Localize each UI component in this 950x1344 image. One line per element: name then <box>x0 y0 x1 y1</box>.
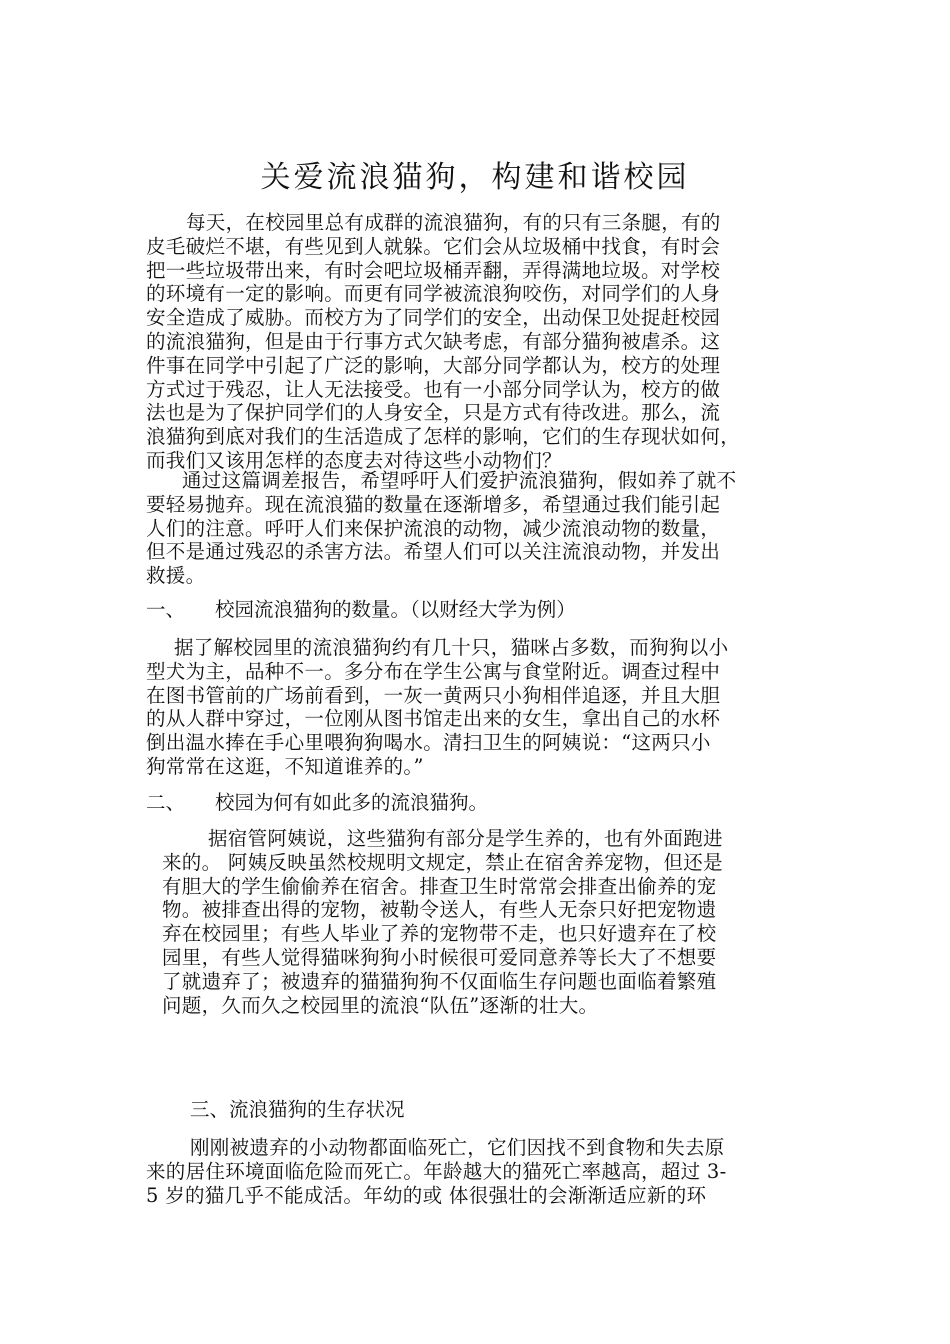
paragraph-line: 但不是通过残忍的杀害方法。希望人们可以关注流浪动物，并发出 <box>146 540 721 564</box>
paragraph-line: 的从人群中穿过，一位刚从图书馆走出来的女生，拿出自己的水杯 <box>146 707 721 731</box>
paragraph-line: 法也是为了保护同学们的人身安全，只是方式有待改进。那么，流 <box>146 401 721 425</box>
paragraph-line: 来的。 阿姨反映虽然校规明文规定，禁止在宿舍养宠物，但还是 <box>162 850 723 874</box>
paragraph-line: 每天，在校园里总有成群的流浪猫狗，有的只有三条腿，有的 <box>186 211 721 234</box>
section-3-heading: 三、流浪猫狗的生存状况 <box>190 1098 405 1121</box>
paragraph-line: 了就遗弃了；被遗弃的猫猫狗狗不仅面临生存问题也面临着繁殖 <box>162 969 717 993</box>
paragraph-line: 有胆大的学生偷偷养在宿舍。排查卫生时常常会排查出偷养的宠 <box>162 874 717 898</box>
paragraph-line: 在图书管前的广场前看到，一灰一黄两只小狗相伴追逐，并且大胆 <box>146 683 721 707</box>
section-2-body <box>162 827 723 1017</box>
paragraph-line: 而我们又该用怎样的态度去对待这些小动物们？ <box>146 448 562 472</box>
paragraph-line: 5 岁的猫几乎不能成活。年幼的或 体很强壮的会渐渐适应新的环 <box>146 1183 707 1207</box>
purpose-paragraph <box>146 469 736 588</box>
paragraph-line: 据了解校园里的流浪猫狗约有几十只，猫咪占多数，而狗狗以小 <box>174 636 729 659</box>
paragraph-line: 方式过于残忍，让人无法接受。也有一小部分同学认为，校方的做 <box>146 377 721 401</box>
paragraph-line: 件事在同学中引起了广泛的影响，大部分同学都认为，校方的处理 <box>146 353 721 377</box>
paragraph-line: 要轻易抛弃。现在流浪猫的数量在逐渐增多，希望通过我们能引起 <box>146 492 721 516</box>
paragraph-line: 来的居住环境面临危险而死亡。年龄越大的猫死亡率越高，超过 3- <box>146 1159 727 1183</box>
paragraph-line: 园里，有些人觉得猫咪狗狗小时候很可爱同意养等长大了不想要 <box>162 945 717 969</box>
page-title: 关爱流浪猫狗，构建和谐校园 <box>260 160 690 195</box>
paragraph-line: 的环境有一定的影响。而更有同学被流浪狗咬伤，对同学们的人身 <box>146 282 721 306</box>
paragraph-line: 弃在校园里；有些人毕业了养的宠物带不走，也只好遗弃在了校 <box>162 922 717 946</box>
paragraph-line: 问题，久而久之校园里的流浪“队伍”逐渐的壮大。 <box>162 993 599 1017</box>
section-3-body <box>146 1136 727 1207</box>
paragraph-line: 型犬为主，品种不一。多分布在学生公寓与食堂附近。调查过程中 <box>146 659 721 683</box>
section-number: 一、 <box>146 598 186 621</box>
paragraph-line: 把一些垃圾带出来，有时会吧垃圾桶弄翻，弄得满地垃圾。对学校 <box>146 258 721 282</box>
section-2-heading <box>146 791 488 815</box>
paragraph-line: 刚刚被遗弃的小动物都面临死亡，它们因找不到食物和失去原 <box>190 1136 725 1159</box>
paragraph-line: 救援。 <box>146 564 206 588</box>
section-1-body <box>146 636 728 779</box>
paragraph-line: 倒出温水捧在手心里喂狗狗喝水。清扫卫生的阿姨说：“这两只小 <box>146 731 711 755</box>
paragraph-line: 皮毛破烂不堪，有些见到人就躲。它们会从垃圾桶中找食，有时会 <box>146 234 721 258</box>
paragraph-line: 的流浪猫狗，但是由于行事方式欠缺考虑，有部分猫狗被虐杀。这 <box>146 329 721 353</box>
intro-paragraph <box>146 211 740 473</box>
section-title: 校园流浪猫狗的数量。（以财经大学为例） <box>215 598 576 621</box>
paragraph-line: 人们的注意。呼吁人们来保护流浪的动物，减少流浪动物的数量， <box>146 516 721 540</box>
section-1-heading <box>146 598 576 622</box>
section-number: 二、 <box>146 791 186 814</box>
paragraph-line: 据宿管阿姨说，这些猫狗有部分是学生养的，也有外面跑进 <box>208 827 723 850</box>
section-title: 校园为何有如此多的流浪猫狗。 <box>215 791 489 814</box>
paragraph-line: 狗常常在这逛，不知道谁养的。” <box>146 754 424 778</box>
paragraph-line: 通过这篇调差报告，希望呼吁人们爱护流浪猫狗，假如养了就不 <box>182 469 737 492</box>
paragraph-line: 物。被排查出得的宠物，被勒令送人，有些人无奈只好把宠物遗 <box>162 898 717 922</box>
paragraph-line: 安全造成了威胁。而校方为了同学们的安全，出动保卫处捉赶校园 <box>146 306 721 330</box>
paragraph-line: 浪猫狗到底对我们的生活造成了怎样的影响，它们的生存现状如何， <box>146 425 741 449</box>
